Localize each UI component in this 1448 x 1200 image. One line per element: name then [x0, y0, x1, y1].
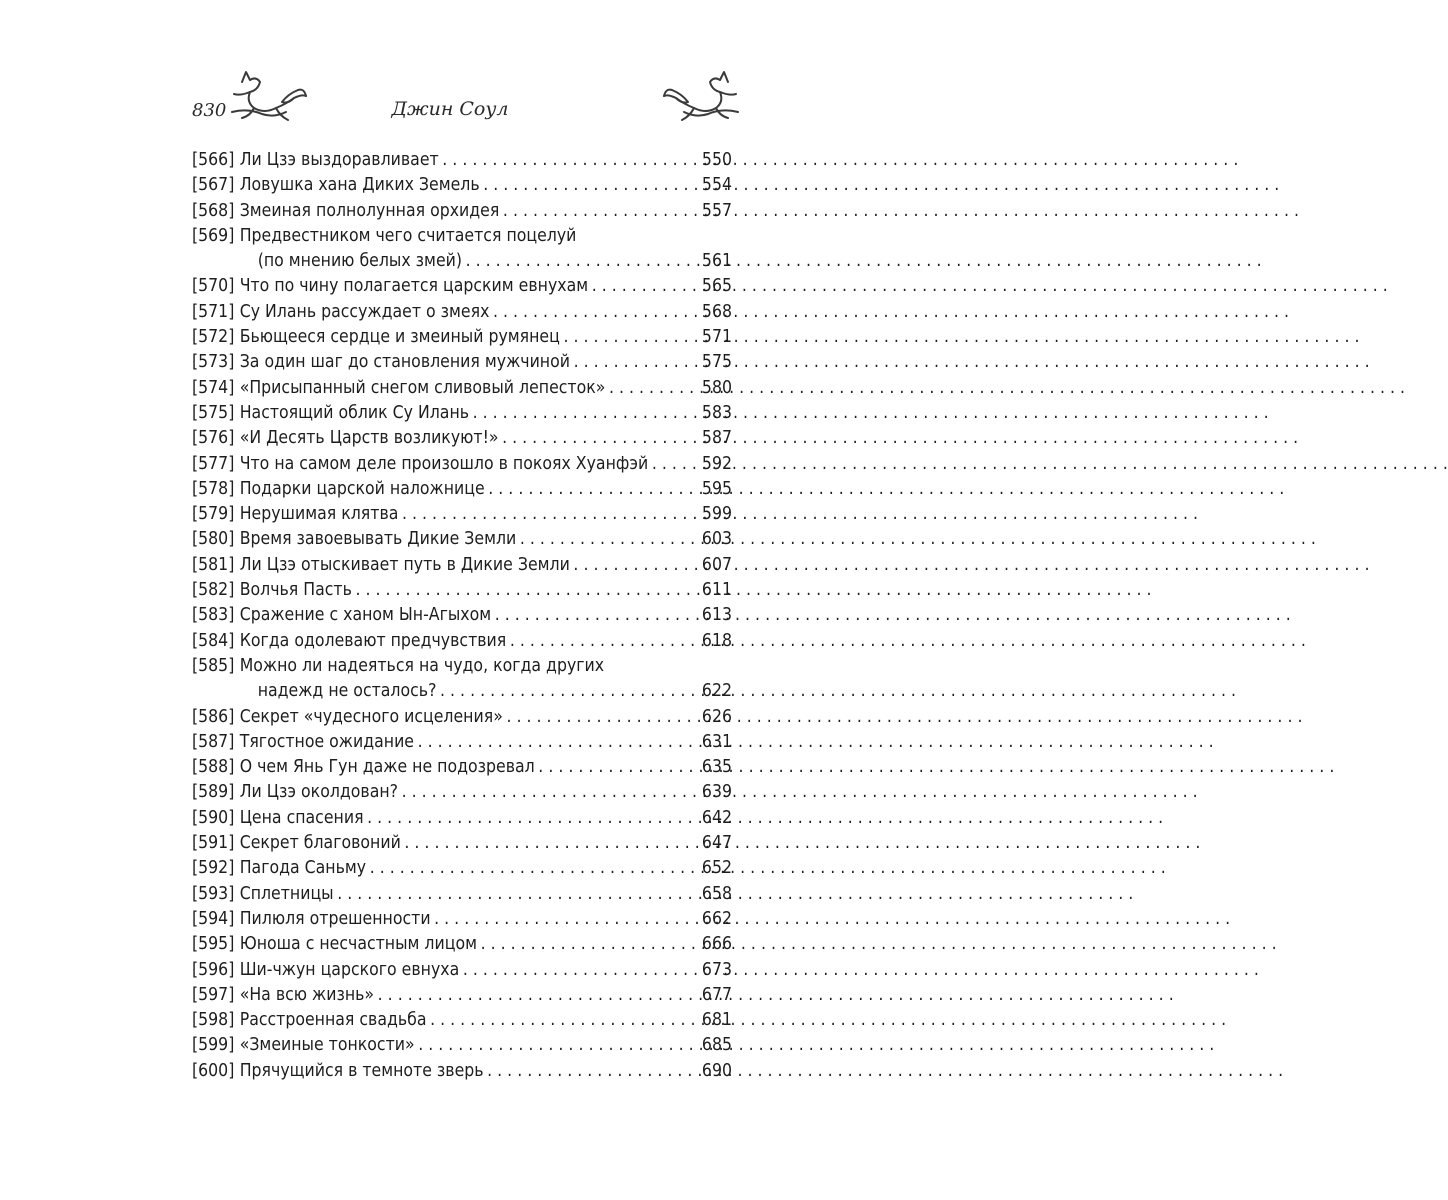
- toc-entry: [192, 831, 732, 856]
- table-of-contents: [192, 148, 732, 1084]
- toc-entry-title: «Присыпанный снегом сливовый лепесток»: [239, 377, 606, 398]
- toc-entry-number: [591]: [192, 833, 235, 854]
- toc-leader-dots: [401, 831, 702, 856]
- toc-entry-title-continued: надежд не осталось?: [257, 681, 437, 702]
- toc-entry-number: [574]: [192, 377, 235, 398]
- toc-entry: [192, 1008, 732, 1033]
- toc-entry-page: 639: [701, 782, 732, 803]
- toc-entry: [192, 173, 732, 198]
- toc-entry-page: 550: [701, 150, 732, 170]
- toc-entry: [192, 806, 732, 831]
- toc-leader-dots: [484, 1059, 702, 1084]
- toc-entry-title: Тягостное ожидание: [239, 731, 415, 752]
- toc-entry-page: 611: [701, 580, 732, 601]
- toc-entry: [192, 907, 732, 932]
- toc-leader-dots: [588, 274, 702, 299]
- toc-entry-number: [568]: [192, 200, 235, 221]
- toc-entry-title: Прячущийся в темноте зверь: [239, 1060, 484, 1081]
- toc-leader-dots: [605, 376, 702, 401]
- fox-ornament-right-icon: [662, 68, 742, 126]
- toc-entry-title: Ли Цзэ выздоравливает: [239, 150, 439, 170]
- toc-entry: [192, 502, 732, 527]
- toc-entry-number: [585]: [192, 655, 235, 676]
- toc-entry-title: Сплетницы: [239, 883, 334, 904]
- toc-entry-page: 607: [701, 554, 732, 575]
- toc-leader-dots: [364, 806, 702, 831]
- toc-entry-title: «И Десять Царств возликуют!»: [239, 428, 499, 449]
- toc-entry-page: 690: [701, 1060, 732, 1081]
- toc-entry-number: [569]: [192, 225, 235, 246]
- toc-entry-number: [592]: [192, 858, 235, 879]
- toc-entry-number: [575]: [192, 402, 235, 423]
- toc-entry-page: 613: [701, 605, 732, 626]
- toc-entry: [192, 376, 732, 401]
- toc-entry-title: Расстроенная свадьба: [239, 1010, 427, 1031]
- toc-entry-title: Ли Цзэ отыскивает путь в Дикие Земли: [239, 554, 570, 575]
- toc-leader-dots: [480, 173, 702, 198]
- toc-entry-title: Су Илань рассуждает о змеях: [239, 301, 490, 322]
- toc-entry: [192, 856, 732, 881]
- toc-entry-title: Цена спасения: [239, 807, 364, 828]
- toc-entry-page: 681: [701, 1010, 732, 1031]
- toc-entry-title: «На всю жизнь»: [239, 984, 375, 1005]
- toc-leader-dots: [491, 603, 702, 628]
- toc-entry-title: Секрет «чудесного исцеления»: [239, 706, 503, 727]
- toc-entry: [192, 1033, 732, 1058]
- toc-entry-number: [590]: [192, 807, 235, 828]
- toc-entry-title: Предвестником чего считается поцелуй: [239, 225, 577, 246]
- toc-entry-page: 658: [701, 883, 732, 904]
- toc-entry-page: 673: [701, 959, 732, 980]
- toc-leader-dots: [469, 401, 702, 426]
- toc-entry-number: [600]: [192, 1060, 235, 1081]
- toc-entry: [192, 932, 732, 957]
- toc-entry-number: [578]: [192, 478, 235, 499]
- toc-entry-number: [584]: [192, 630, 235, 651]
- toc-entry-page: 565: [701, 276, 732, 297]
- toc-entry-title-continued: (по мнению белых змей): [257, 251, 463, 272]
- toc-entry-number: [579]: [192, 504, 235, 525]
- toc-entry-page: 592: [701, 453, 732, 474]
- toc-entry-continuation: [192, 679, 732, 704]
- toc-entry-number: [599]: [192, 1035, 235, 1056]
- toc-entry-page: 595: [701, 478, 732, 499]
- toc-entry-title: Когда одолевают предчувствия: [239, 630, 507, 651]
- toc-entry-title: Пагода Саньму: [239, 858, 367, 879]
- toc-entry-title: Волчья Пасть: [239, 580, 352, 601]
- toc-entry: [192, 1059, 732, 1084]
- toc-entry: [192, 603, 732, 628]
- toc-entry-page: 580: [701, 377, 732, 398]
- toc-entry-number: [587]: [192, 731, 235, 752]
- toc-entry-page: 587: [701, 428, 732, 449]
- toc-entry-title: Змеиная полнолунная орхидея: [239, 200, 500, 221]
- toc-leader-dots: [477, 932, 702, 957]
- toc-entry: [192, 477, 732, 502]
- toc-entry: [192, 350, 732, 375]
- toc-entry-number: [566]: [192, 150, 235, 170]
- toc-leader-dots: [436, 679, 701, 704]
- toc-leader-dots: [352, 578, 702, 603]
- toc-leader-dots: [414, 730, 702, 755]
- toc-leader-dots: [516, 527, 702, 552]
- toc-entry: [192, 705, 732, 730]
- toc-leader-dots: [535, 755, 702, 780]
- toc-entry-page: 652: [701, 858, 732, 879]
- toc-leader-dots: [648, 452, 702, 477]
- toc-entry: [192, 300, 732, 325]
- toc-leader-dots: [489, 300, 702, 325]
- toc-entry-number: [571]: [192, 301, 235, 322]
- toc-entry-number: [576]: [192, 428, 235, 449]
- toc-entry-number: [593]: [192, 883, 235, 904]
- page-number: 830: [192, 100, 227, 121]
- toc-entry-page: 583: [701, 402, 732, 423]
- toc-entry-number: [597]: [192, 984, 235, 1005]
- toc-entry-number: [589]: [192, 782, 235, 803]
- toc-entry-page: 631: [701, 731, 732, 752]
- toc-leader-dots: [459, 958, 702, 983]
- toc-entry-title: Бьющееся сердце и змеиный румянец: [239, 327, 560, 348]
- toc-entry-page: 568: [701, 301, 732, 322]
- toc-leader-dots: [570, 553, 702, 578]
- toc-entry-title: О чем Янь Гун даже не подозревал: [239, 757, 535, 778]
- toc-entry-number: [582]: [192, 580, 235, 601]
- toc-entry-page: 622: [701, 681, 732, 702]
- toc-entry-number: [586]: [192, 706, 235, 727]
- toc-entry-title: Секрет благовоний: [239, 833, 401, 854]
- running-header: [0, 60, 900, 130]
- toc-entry-number: [580]: [192, 529, 235, 550]
- toc-entry-number: [598]: [192, 1010, 235, 1031]
- toc-entry-title: Что по чину полагается царским евнухам: [239, 276, 589, 297]
- toc-entry-page: 557: [701, 200, 732, 221]
- toc-leader-dots: [374, 983, 702, 1008]
- toc-leader-dots: [499, 199, 702, 224]
- toc-entry-page: 571: [701, 327, 732, 348]
- toc-entry-page: 626: [701, 706, 732, 727]
- toc-entry: [192, 629, 732, 654]
- toc-entry-page: 603: [701, 529, 732, 550]
- toc-entry-number: [570]: [192, 276, 235, 297]
- toc-entry-page: 685: [701, 1035, 732, 1056]
- toc-entry-title: Настоящий облик Су Илань: [239, 402, 470, 423]
- toc-entry: [192, 755, 732, 780]
- toc-entry-title: За один шаг до становления мужчиной: [239, 352, 570, 373]
- toc-entry: [192, 401, 732, 426]
- toc-entry: [192, 780, 732, 805]
- toc-entry-number: [588]: [192, 757, 235, 778]
- toc-entry-title: Пилюля отрешенности: [239, 908, 431, 929]
- toc-entry-title: Время завоевывать Дикие Земли: [239, 529, 517, 550]
- toc-entry-title: Подарки царской наложнице: [239, 478, 485, 499]
- toc-entry-number: [594]: [192, 908, 235, 929]
- toc-entry-page: 618: [701, 630, 732, 651]
- toc-leader-dots: [415, 1033, 702, 1058]
- toc-entry: [192, 426, 732, 451]
- toc-entry-page: 599: [701, 504, 732, 525]
- toc-leader-dots: [503, 705, 702, 730]
- toc-leader-dots: [570, 350, 702, 375]
- toc-entry-title: Юноша с несчастным лицом: [239, 934, 477, 955]
- toc-entry-number: [577]: [192, 453, 235, 474]
- toc-entry-page: 561: [701, 251, 732, 272]
- toc-entry-title: Ши-чжун царского евнуха: [239, 959, 460, 980]
- toc-entry: [192, 654, 732, 679]
- toc-leader-dots: [366, 856, 702, 881]
- toc-leader-dots: [431, 907, 702, 932]
- toc-entry-number: [581]: [192, 554, 235, 575]
- toc-leader-dots: [560, 325, 702, 350]
- toc-entry-title: Можно ли надеяться на чудо, когда других: [239, 655, 605, 676]
- toc-entry-number: [567]: [192, 175, 235, 196]
- toc-leader-dots: [485, 477, 702, 502]
- toc-entry-title: Что на самом деле произошло в покоях Хуанфэй: [239, 453, 649, 474]
- toc-entry-page: 662: [701, 908, 732, 929]
- running-title: Джин Соул: [391, 98, 509, 120]
- toc-leader-dots: [334, 882, 702, 907]
- toc-leader-dots: [398, 780, 702, 805]
- toc-entry: [192, 578, 732, 603]
- toc-entry-page: 554: [701, 175, 732, 196]
- toc-entry: [192, 274, 732, 299]
- toc-entry: [192, 325, 732, 350]
- toc-entry: [192, 730, 732, 755]
- toc-entry: [192, 983, 732, 1008]
- toc-entry-title: Ли Цзэ околдован?: [239, 782, 399, 803]
- toc-entry: [192, 224, 732, 249]
- toc-leader-dots: [462, 249, 702, 274]
- toc-leader-dots: [506, 629, 702, 654]
- toc-entry-page: 647: [701, 833, 732, 854]
- toc-entry-number: [572]: [192, 327, 235, 348]
- toc-entry-title: Ловушка хана Диких Земель: [239, 175, 480, 196]
- toc-entry-number: [573]: [192, 352, 235, 373]
- toc-entry-title: Сражение с ханом Ын-Агыхом: [239, 605, 492, 626]
- toc-entry-title: Нерушимая клятва: [239, 504, 399, 525]
- toc-entry: [192, 199, 732, 224]
- toc-entry-number: [583]: [192, 605, 235, 626]
- toc-leader-dots: [499, 426, 702, 451]
- toc-entry: [192, 452, 732, 477]
- toc-entry: [192, 958, 732, 983]
- toc-entry-page: 642: [701, 807, 732, 828]
- toc-entry-title: «Змеиные тонкости»: [239, 1035, 415, 1056]
- toc-entry: [192, 882, 732, 907]
- toc-entry-number: [596]: [192, 959, 235, 980]
- toc-entry-page: 677: [701, 984, 732, 1005]
- toc-entry-page: 575: [701, 352, 732, 373]
- toc-leader-dots: [427, 1008, 702, 1033]
- toc-entry-number: [595]: [192, 934, 235, 955]
- toc-leader-dots: [439, 148, 702, 173]
- toc-entry-continuation: [192, 249, 732, 274]
- toc-entry: [192, 527, 732, 552]
- toc-entry: [192, 553, 732, 578]
- toc-leader-dots: [398, 502, 702, 527]
- toc-entry-page: 666: [701, 934, 732, 955]
- toc-entry: [192, 148, 732, 173]
- toc-entry-page: 635: [701, 757, 732, 778]
